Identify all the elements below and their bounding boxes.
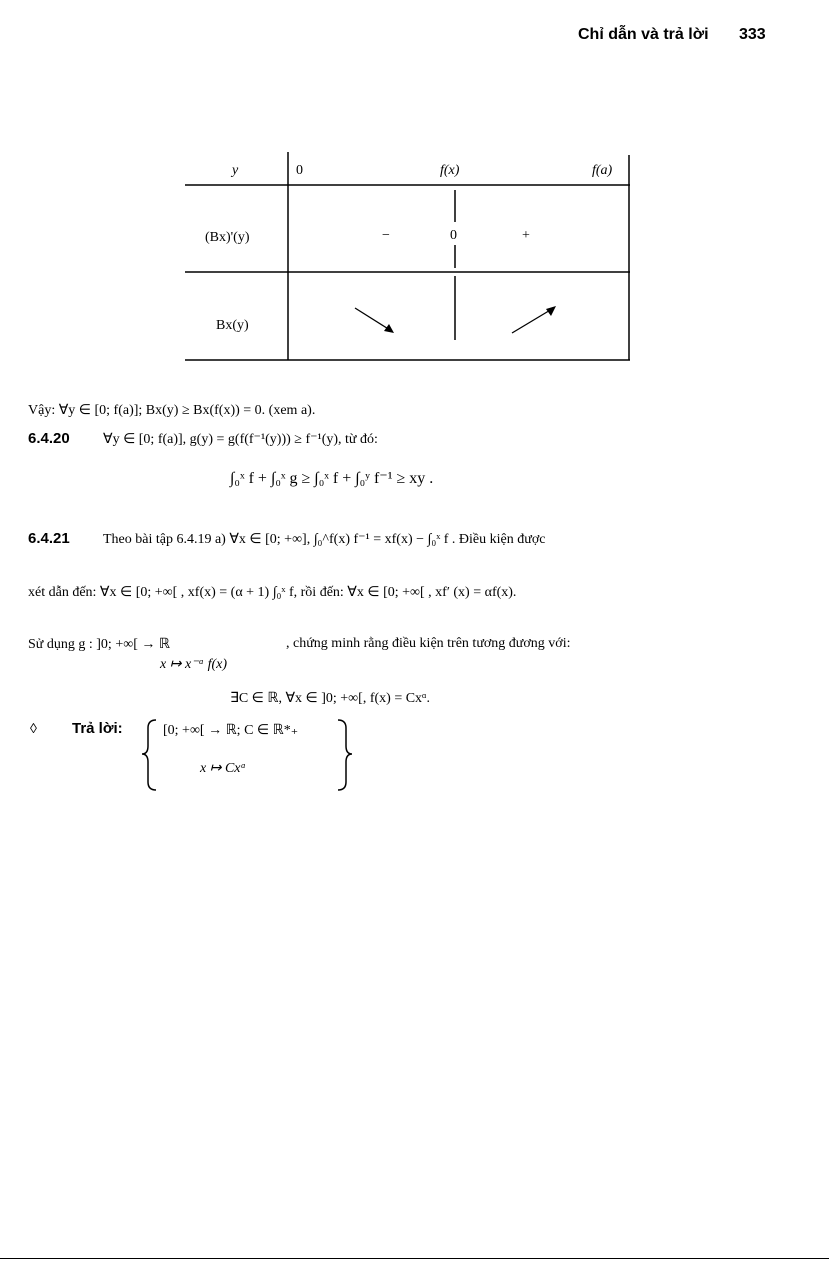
exercise-6420-text: ∀y ∈ [0; f(a)], g(y) = g(f(f⁻¹(y))) ≥ f⁻¹(y), từ đó: xyxy=(103,432,378,447)
equivalent-condition: ∃C ∈ ℝ, ∀x ∈ ]0; +∞[, f(x) = Cxᵅ. xyxy=(230,691,430,706)
exercise-6420-formula: ∫₀ˣ f + ∫₀ˣ g ≥ ∫₀ˣ f + ∫₀ʸ f⁻¹ ≥ xy . xyxy=(230,470,434,487)
answer-line-2: x ↦ Cxᵅ xyxy=(200,761,247,776)
y-value-fa: f(a) xyxy=(592,163,613,178)
sign-plus: + xyxy=(522,228,530,243)
answer-line-1: [0; +∞[ → ℝ; C ∈ ℝ*₊ xyxy=(163,723,299,738)
answer-label: Trả lời: xyxy=(72,720,123,737)
row-label-y: y xyxy=(232,163,239,178)
page-bottom-edge xyxy=(0,1258,829,1259)
exercise-number-6421: 6.4.21 xyxy=(28,530,70,547)
page-number: 333 xyxy=(739,26,766,43)
exercise-6421-text: Theo bài tập 6.4.19 a) ∀x ∈ [0; +∞], ∫₀^f(x) f⁻¹ = xf(x) − ∫₀ˣ f . Điều kiện được xyxy=(103,532,546,547)
usage-map: x ↦ x⁻ᵅ f(x) xyxy=(160,657,228,672)
sign-minus: − xyxy=(382,228,390,243)
y-value-0: 0 xyxy=(296,163,303,178)
increasing-arrow-icon xyxy=(512,306,556,333)
answer-marker-icon: ◊ xyxy=(30,722,37,737)
conclusion-line: Vậy: ∀y ∈ [0; f(a)]; Bx(y) ≥ Bx(f(x)) = 0. (xem a). xyxy=(28,403,316,418)
table-lines xyxy=(0,0,829,400)
section-title: Chỉ dẫn và trả lời xyxy=(578,26,709,43)
decreasing-arrow-icon xyxy=(355,308,394,333)
exercise-6421-line2: xét dẫn đến: ∀x ∈ [0; +∞[ , xf(x) = (α + 1) ∫₀ˣ f, rồi đến: ∀x ∈ [0; +∞[ , xf′ (x) = αf(x). xyxy=(28,585,517,600)
row-label-bx: Bx(y) xyxy=(216,318,249,333)
sign-zero: 0 xyxy=(450,228,457,243)
y-value-fx: f(x) xyxy=(440,163,460,178)
usage-text-b: , chứng minh rằng điều kiện trên tương đương với: xyxy=(286,636,571,651)
exercise-number-6420: 6.4.20 xyxy=(28,430,70,447)
usage-text-a: Sử dụng g : ]0; +∞[ → ℝ xyxy=(28,637,170,652)
row-label-derivative: (Bx)'(y) xyxy=(205,230,250,245)
